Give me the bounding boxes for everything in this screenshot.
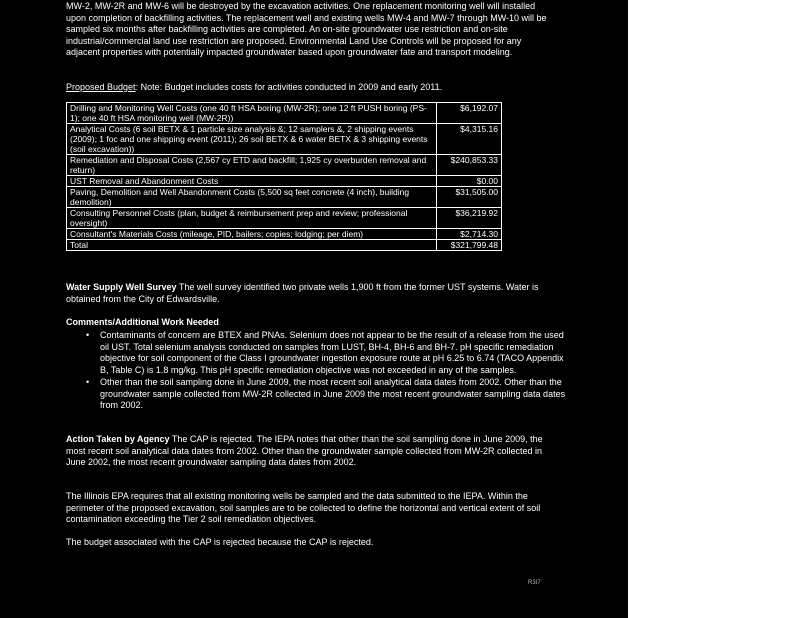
budget-item-cell: UST Removal and Abandonment Costs [67, 176, 437, 187]
comments-list [66, 330, 574, 413]
action-heading: Action Taken by Agency [66, 434, 170, 444]
budget-heading-line [66, 82, 554, 94]
table-row [67, 176, 502, 187]
budget-amount-cell: $2,714.30 [437, 229, 502, 240]
budget-amount-cell: $31,505.00 [437, 187, 502, 208]
budget-item-cell: Total [67, 240, 437, 251]
table-row [67, 187, 502, 208]
budget-item-cell: Consultant's Materials Costs (mileage, PID, bailers; copies; lodging; per diem) [67, 229, 437, 240]
bullet-icon: • [86, 330, 90, 340]
budget-item-cell: Analytical Costs (6 soil BETX & 1 particle size analysis &; 12 samplers &, 2 shipping events (2009); 1 foc and one shipping event (2011); 26 soil BETX & 6 water BETX & 3 shipping events (soil excavation)) [67, 124, 437, 155]
budget-amount-cell: $36,219.92 [437, 208, 502, 229]
action-paragraph [66, 434, 554, 469]
budget-amount-cell: $0.00 [437, 176, 502, 187]
budget-rejected-paragraph: The budget associated with the CAP is rejected because the CAP is rejected. [66, 537, 374, 547]
water-supply-text: The well survey identified two private wells 1,900 ft from the former UST systems. Water is obtained from the City of Edwardsville. [66, 282, 539, 304]
table-row [67, 208, 502, 229]
list-item: • Contaminants of concern are BTEX and PNAs. Selenium does not appear to be the result of a release from the used oil UST. Total selenium analysis conducted on samples from LUST, BH-4, BH-6 and BH-7. pH specific remediation objective for soil component of the Class I groundwater ingestion exposure route at pH 6.25 to 6.74 (TACO Appendix B, Table C) is 1.8 mg/kg. This pH specific remediation objective was not exceeded in any of the samples. [86, 330, 564, 375]
intro-paragraph: MW-2, MW-2R and MW-6 will be destroyed by the excavation activities. One replacement monitoring well will installed upon completion of backfilling activities. The replacement well and existing wells MW-4 and MW-7 through MW-10 will be sampled six months after backfilling activities are completed. An on-site groundwater use restriction and on-site industrial/commercial land use restriction are proposed. Environmental Land Use Controls will be proposed for any adjacent properties with potentially impacted groundwater based upon groundwater fate and transport modeling. [66, 1, 547, 57]
budget-item-cell: Drilling and Monitoring Well Costs (one 40 ft HSA boring (MW-2R); one 12 ft PUSH boring (PS-1); one 40 ft HSA monitoring well (MW-2R)) [67, 103, 437, 124]
budget-amount-cell: $6,192.07 [437, 103, 502, 124]
budget-item-cell: Paving, Demolition and Well Abandonment Costs (5,500 sq feet concrete (4 inch), building demolition) [67, 187, 437, 208]
table-row [67, 240, 502, 251]
budget-amount-cell: $240,853.33 [437, 155, 502, 176]
monitoring-requirement-paragraph: The Illinois EPA requires that all existing monitoring wells be sampled and the data submitted to the IEPA. Within the perimeter of the proposed excavation, soil samples are to be collected to define the horizontal and vertical extent of soil contamination exceeding the Tier 2 soil remediation objectives. [66, 491, 541, 524]
comments-heading: Comments/Additional Work Needed [66, 317, 219, 327]
page-number: R3I7 [528, 580, 541, 586]
table-row [67, 155, 502, 176]
action-text: The CAP is rejected. The IEPA notes that other than the soil sampling done in June 2009, the most recent soil analytical data dates from 2002. Other than the groundwater sample collected from MW-2R collected in June 2002, the most recent groundwater sampling data dates from 2002. [66, 434, 543, 467]
table-row [67, 229, 502, 240]
budget-item-cell: Consulting Personnel Costs (plan, budget & reimbursement prep and review; professional oversight) [67, 208, 437, 229]
list-item: • Other than the soil sampling done in June 2009, the most recent soil analytical data dates from 2002. Other than the groundwater sample collected from MW-2R collected in June 2009 the most recent groundwater sampling data dates from 2002. [86, 377, 566, 410]
budget-amount-cell: $321,799.48 [437, 240, 502, 251]
table-row [67, 103, 502, 124]
bullet-icon: • [86, 377, 90, 387]
water-supply-heading: Water Supply Well Survey [66, 282, 177, 292]
budget-heading: Proposed Budget [66, 82, 136, 92]
budget-table [66, 102, 502, 251]
water-supply-paragraph [66, 282, 554, 305]
budget-colon: : [135, 82, 141, 92]
table-row [67, 124, 502, 155]
budget-amount-cell: $4,315.16 [437, 124, 502, 155]
budget-note: Note: Budget includes costs for activities conducted in 2009 and early 2011. [140, 82, 443, 92]
budget-item-cell: Remediation and Disposal Costs (2,567 cy ETD and backfill; 1,925 cy overburden removal and return) [67, 155, 437, 176]
